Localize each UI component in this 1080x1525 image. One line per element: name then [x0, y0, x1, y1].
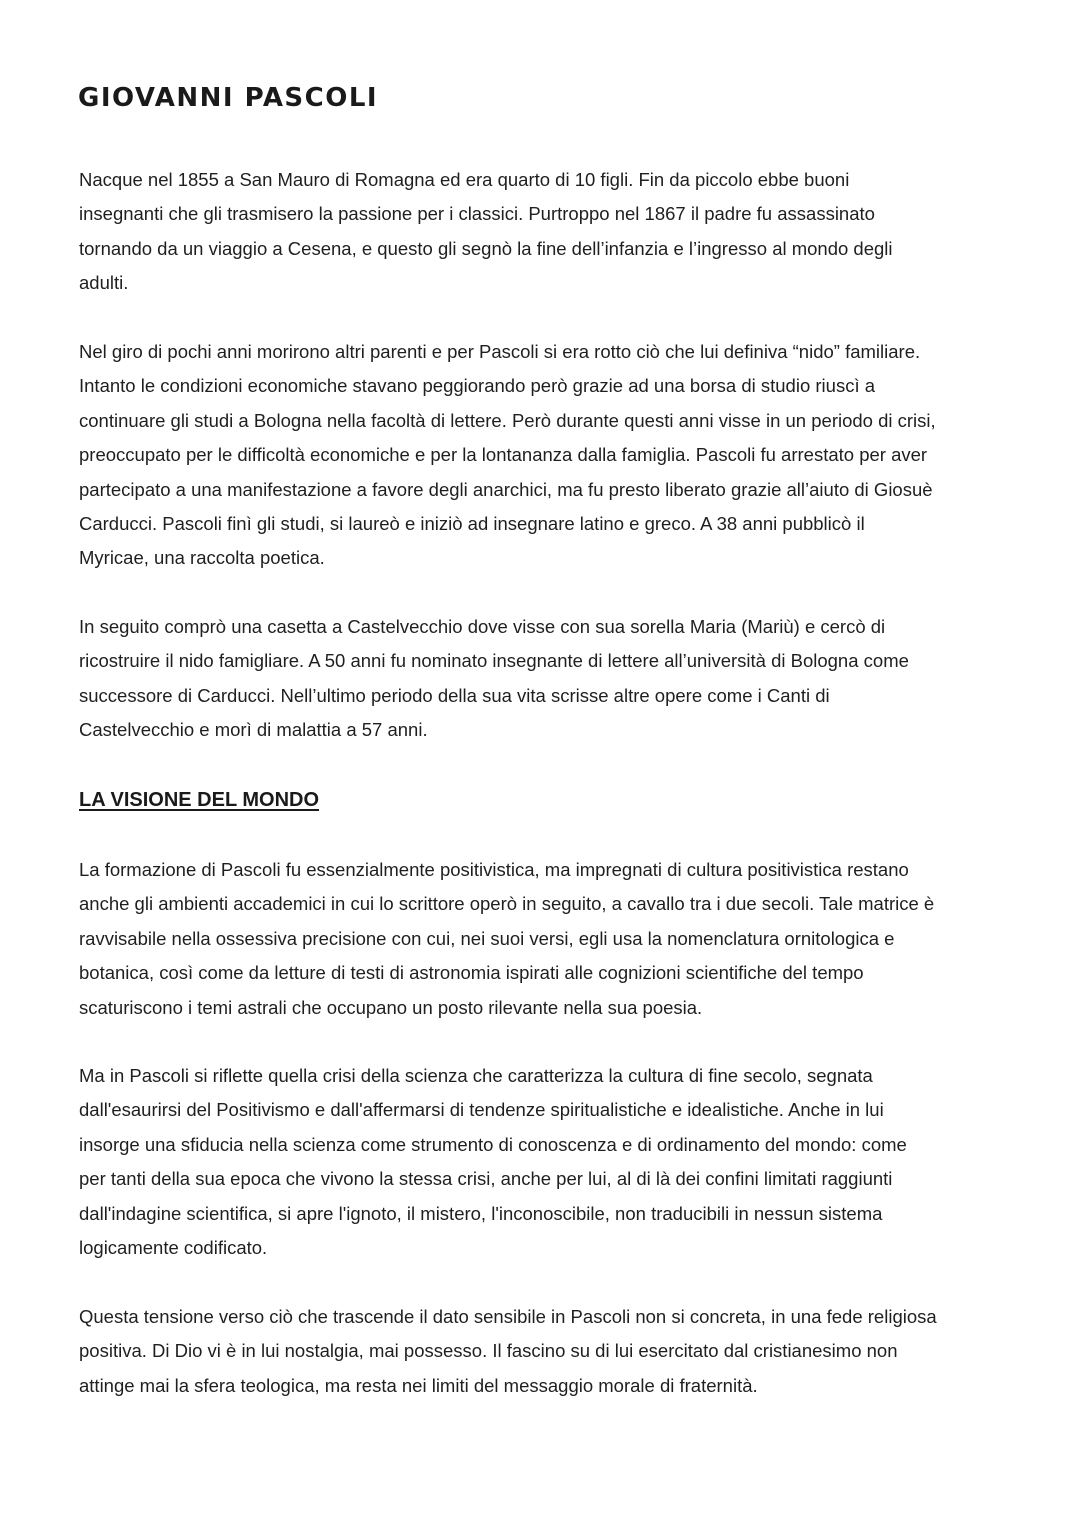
text-line: adulti. — [79, 272, 129, 294]
text-line: Ma in Pascoli si riflette quella crisi della scienza che caratterizza la cultura di fine secolo, segnata — [79, 1065, 873, 1086]
text-line: La formazione di Pascoli fu essenzialmente positivistica, ma impregnati di cultura positivistica restano — [79, 859, 909, 880]
text-line: partecipato a una manifestazione a favore degli anarchici, ma fu presto liberato grazie all’aiuto di Giosuè — [79, 478, 933, 500]
text-line: ricostruire il nido famigliare. A 50 anni fu nominato insegnante di lettere all’università di Bologna come — [79, 650, 909, 672]
paragraph-religion — [79, 1300, 1009, 1403]
text-line: Nacque nel 1855 a San Mauro di Romagna ed era quarto di 10 figli. Fin da piccolo ebbe buoni — [79, 169, 850, 190]
paragraph-biography-late — [79, 610, 1009, 748]
text-line: successore di Carducci. Nell’ultimo periodo della sua vita scrisse altre opere come i Canti di — [79, 684, 830, 706]
text-line: preoccupato per le difficoltà economiche e per la lontananza dalla famiglia. Pascoli fu arrestato per aver — [79, 444, 928, 466]
section-heading: LA VISIONE DEL MONDO — [79, 789, 320, 811]
text-line: tornando da un viaggio a Cesena, e questo gli segnò la fine dell’infanzia e l’ingresso al mondo degli — [79, 237, 893, 259]
text-line: In seguito comprò una casetta a Castelvecchio dove visse con sua sorella Maria (Mariù) e cercò di — [79, 616, 886, 637]
text-line: Questa tensione verso ciò che trascende il dato sensibile in Pascoli non si concreta, in una fede religiosa — [79, 1306, 937, 1327]
text-line: attinge mai la sfera teologica, ma resta nei limiti del messaggio morale di fraternità. — [79, 1374, 758, 1396]
text-line: Carducci. Pascoli finì gli studi, si laureò e iniziò ad insegnare latino e greco. A 38 anni pubblicò il — [79, 512, 865, 534]
text-line: logicamente codificato. — [79, 1236, 268, 1258]
text-line: insorge una sfiducia nella scienza come strumento di conoscenza e di ordinamento del mondo: come — [79, 1133, 907, 1155]
text-line: Nel giro di pochi anni morirono altri parenti e per Pascoli si era rotto ciò che lui definiva “nido” familiare. — [79, 341, 921, 362]
text-line: per tanti della sua epoca che vivono la stessa crisi, anche per lui, al di là dei confini limitati raggiunti — [79, 1168, 893, 1190]
text-line: scaturiscono i temi astrali che occupano un posto rilevante nella sua poesia. — [79, 996, 703, 1018]
paragraph-science-crisis — [79, 1059, 1009, 1265]
text-line: dall'esaurirsi del Positivismo e dall'affermarsi di tendenze spiritualistiche e idealistiche. Anche in lui — [79, 1099, 884, 1121]
text-line: positiva. Di Dio vi è in lui nostalgia, mai possesso. Il fascino su di lui esercitato dal cristianesimo non — [79, 1340, 898, 1362]
paragraph-biography-early — [79, 163, 1009, 301]
paragraph-biography-studies — [79, 335, 1009, 576]
text-line: botanica, così come da letture di testi di astronomia ispirati alle cognizioni scientifiche del tempo — [79, 962, 864, 984]
text-line: Intanto le condizioni economiche stavano peggiorando però grazie ad una borsa di studio riuscì a — [79, 375, 876, 397]
document-title: GIOVANNI PASCOLI — [78, 83, 379, 113]
text-line: insegnanti che gli trasmisero la passione per i classici. Purtroppo nel 1867 il padre fu assassinato — [79, 203, 875, 225]
text-line: continuare gli studi a Bologna nella facoltà di lettere. Però durante questi anni visse in un periodo di crisi, — [79, 409, 936, 431]
text-line: ravvisabile nella ossessiva precisione con cui, nei suoi versi, egli usa la nomenclatura ornitologica e — [79, 927, 895, 949]
paragraph-positivism — [79, 853, 1009, 1025]
text-line: Castelvecchio e morì di malattia a 57 anni. — [79, 719, 428, 741]
text-line: dall'indagine scientifica, si apre l'ignoto, il mistero, l'inconoscibile, non traducibili in nessun sistema — [79, 1202, 883, 1224]
text-line: anche gli ambienti accademici in cui lo scrittore operò in seguito, a cavallo tra i due secoli. Tale matrice è — [79, 893, 935, 915]
text-line: Myricae, una raccolta poetica. — [79, 547, 325, 569]
